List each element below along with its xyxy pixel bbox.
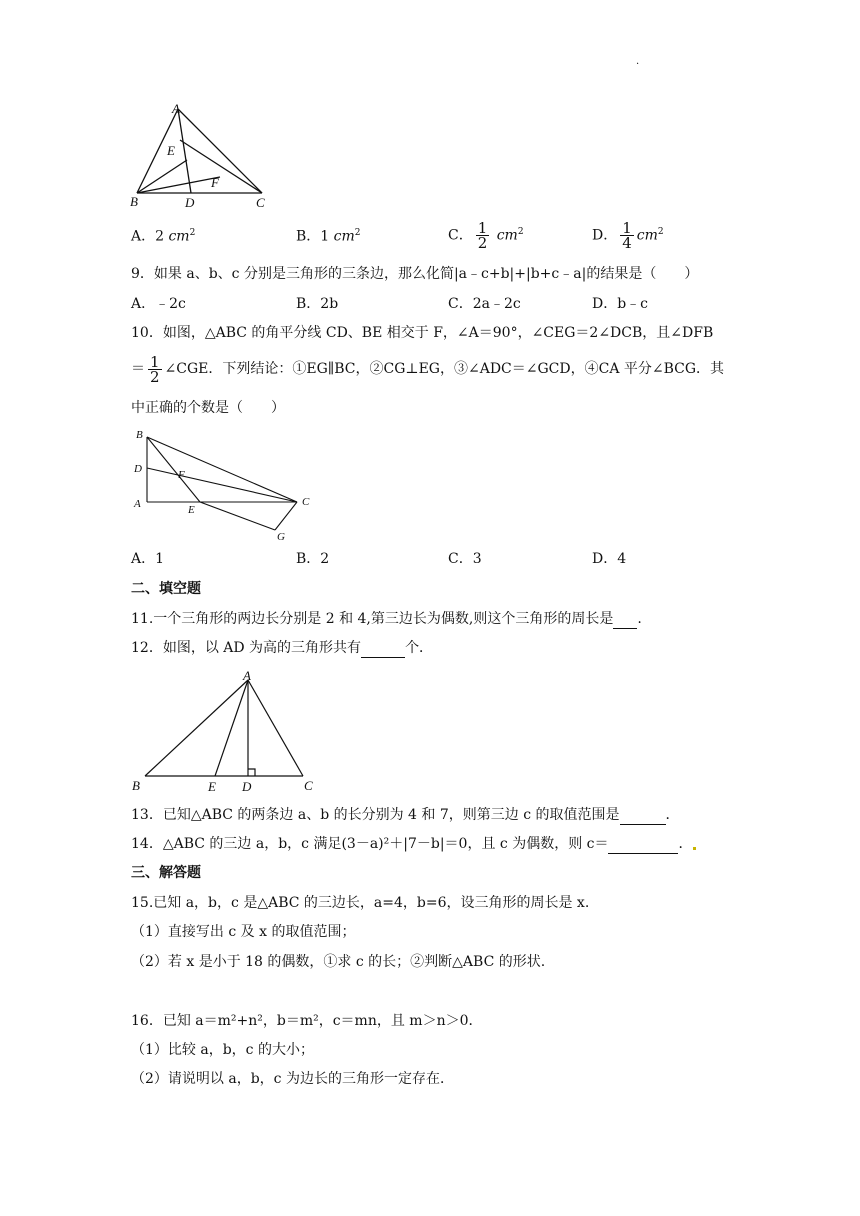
- q15-line1: 15.已知 a，b，c 是△ABC 的三边长，a=4，b=6，设三角形的周长是 x.: [131, 895, 590, 911]
- q10-option-c: C．3: [448, 551, 482, 567]
- q14-answer-blank[interactable]: [608, 837, 678, 854]
- fig1-label-b: B: [130, 194, 138, 209]
- q8-option-a: A．2 $cm^2$: [131, 228, 196, 245]
- fig3-label-b: B: [132, 778, 140, 793]
- q10-option-d: D．4: [592, 551, 627, 567]
- fig2-label-d: D: [134, 463, 142, 475]
- q13-text: 13．已知△ABC 的两条边 a、b 的长分别为 4 和 7，则第三边 c 的取值范围是 ．: [131, 807, 680, 823]
- q14-text: 14．△ABC 的三边 a，b，c 满足(3－a)²＋|7－b|＝0，且 c 为偶数，则 c＝ ．: [131, 836, 693, 852]
- q12-answer-blank[interactable]: [361, 641, 405, 658]
- q15-line3: （2）若 x 是小于 18 的偶数，①求 c 的长；②判断△ABC 的形状.: [131, 954, 546, 970]
- header-dot: .: [636, 56, 640, 67]
- q12-text: 12．如图，以 AD 为高的三角形共有 个．: [131, 640, 434, 656]
- q9-option-b: B．2b: [296, 296, 339, 312]
- fig1-label-d: D: [185, 195, 195, 210]
- fig1-label-f: F: [211, 175, 219, 190]
- q10-option-a: A．1: [131, 551, 165, 567]
- fig2-label-c: C: [302, 496, 310, 508]
- q10-line3: 中正确的个数是（ ）: [131, 400, 285, 416]
- q10-option-b: B．2: [296, 551, 330, 567]
- fig2-label-g: G: [277, 531, 285, 543]
- fig1-label-c: C: [256, 195, 265, 210]
- fig3-label-d: D: [242, 779, 252, 794]
- q8-option-d: D． $\frac{1}{4}$ $cm^2$: [592, 219, 664, 253]
- section-fill-in-heading: 二、填空题: [131, 581, 201, 597]
- fig2-label-b: B: [136, 429, 143, 441]
- marker-dot: [693, 847, 696, 850]
- fig2-label-a: A: [134, 498, 141, 510]
- fig3-label-a: A: [243, 668, 251, 683]
- q11-text: 11.一个三角形的两边长分别是 2 和 4,第三边长为偶数,则这个三角形的周长是 .: [131, 611, 642, 627]
- figure-triangle-abc-3: [128, 666, 323, 796]
- q9-option-c: C．2a﹣2c: [448, 296, 521, 312]
- q10-line2: ＝ $\frac{1}{2}$ ∠CGE．下列结论：①EG∥BC，②CG⊥EG，③∠ADC＝∠GCD，④CA 平分∠BCG．其: [131, 352, 725, 386]
- q16-line3: （2）请说明以 a，b，c 为边长的三角形一定存在．: [131, 1071, 454, 1087]
- q13-answer-blank[interactable]: [620, 808, 666, 825]
- q10-line1: 10．如图，△ABC 的角平分线 CD、BE 相交于 F，∠A＝90°，∠CEG＝2∠DCB，且∠DFB: [131, 325, 714, 341]
- fig3-label-e: E: [208, 779, 216, 794]
- figure-triangle-abc-1: [125, 100, 275, 210]
- figure-triangle-abc-2: [130, 428, 320, 543]
- fig3-label-c: C: [304, 778, 313, 793]
- section-answer-heading: 三、解答题: [131, 865, 201, 881]
- q16-line2: （1）比较 a，b，c 的大小；: [131, 1042, 314, 1058]
- q9-option-a: A．﹣2c: [131, 296, 186, 312]
- q16-line1: 16．已知 a＝m²+n²，b＝m²，c＝mn，且 m＞n＞0．: [131, 1013, 483, 1029]
- q15-line2: （1）直接写出 c 及 x 的取值范围；: [131, 924, 356, 940]
- q11-answer-blank[interactable]: [613, 612, 637, 629]
- fig1-label-e: E: [167, 143, 175, 158]
- fig2-label-f: F: [178, 469, 185, 481]
- q8-option-b: B．1 $cm^2$: [296, 228, 361, 245]
- q9-option-d: D．b﹣c: [592, 296, 649, 312]
- q8-option-c: C． $\frac{1}{2}$ $cm^2$: [448, 219, 524, 253]
- q9-text: 9．如果 a、b、c 分别是三角形的三条边，那么化简|a﹣c+b|+|b+c﹣a|的结果是（ ）: [131, 266, 699, 282]
- fig2-label-e: E: [188, 504, 195, 516]
- fig1-label-a: A: [172, 101, 180, 116]
